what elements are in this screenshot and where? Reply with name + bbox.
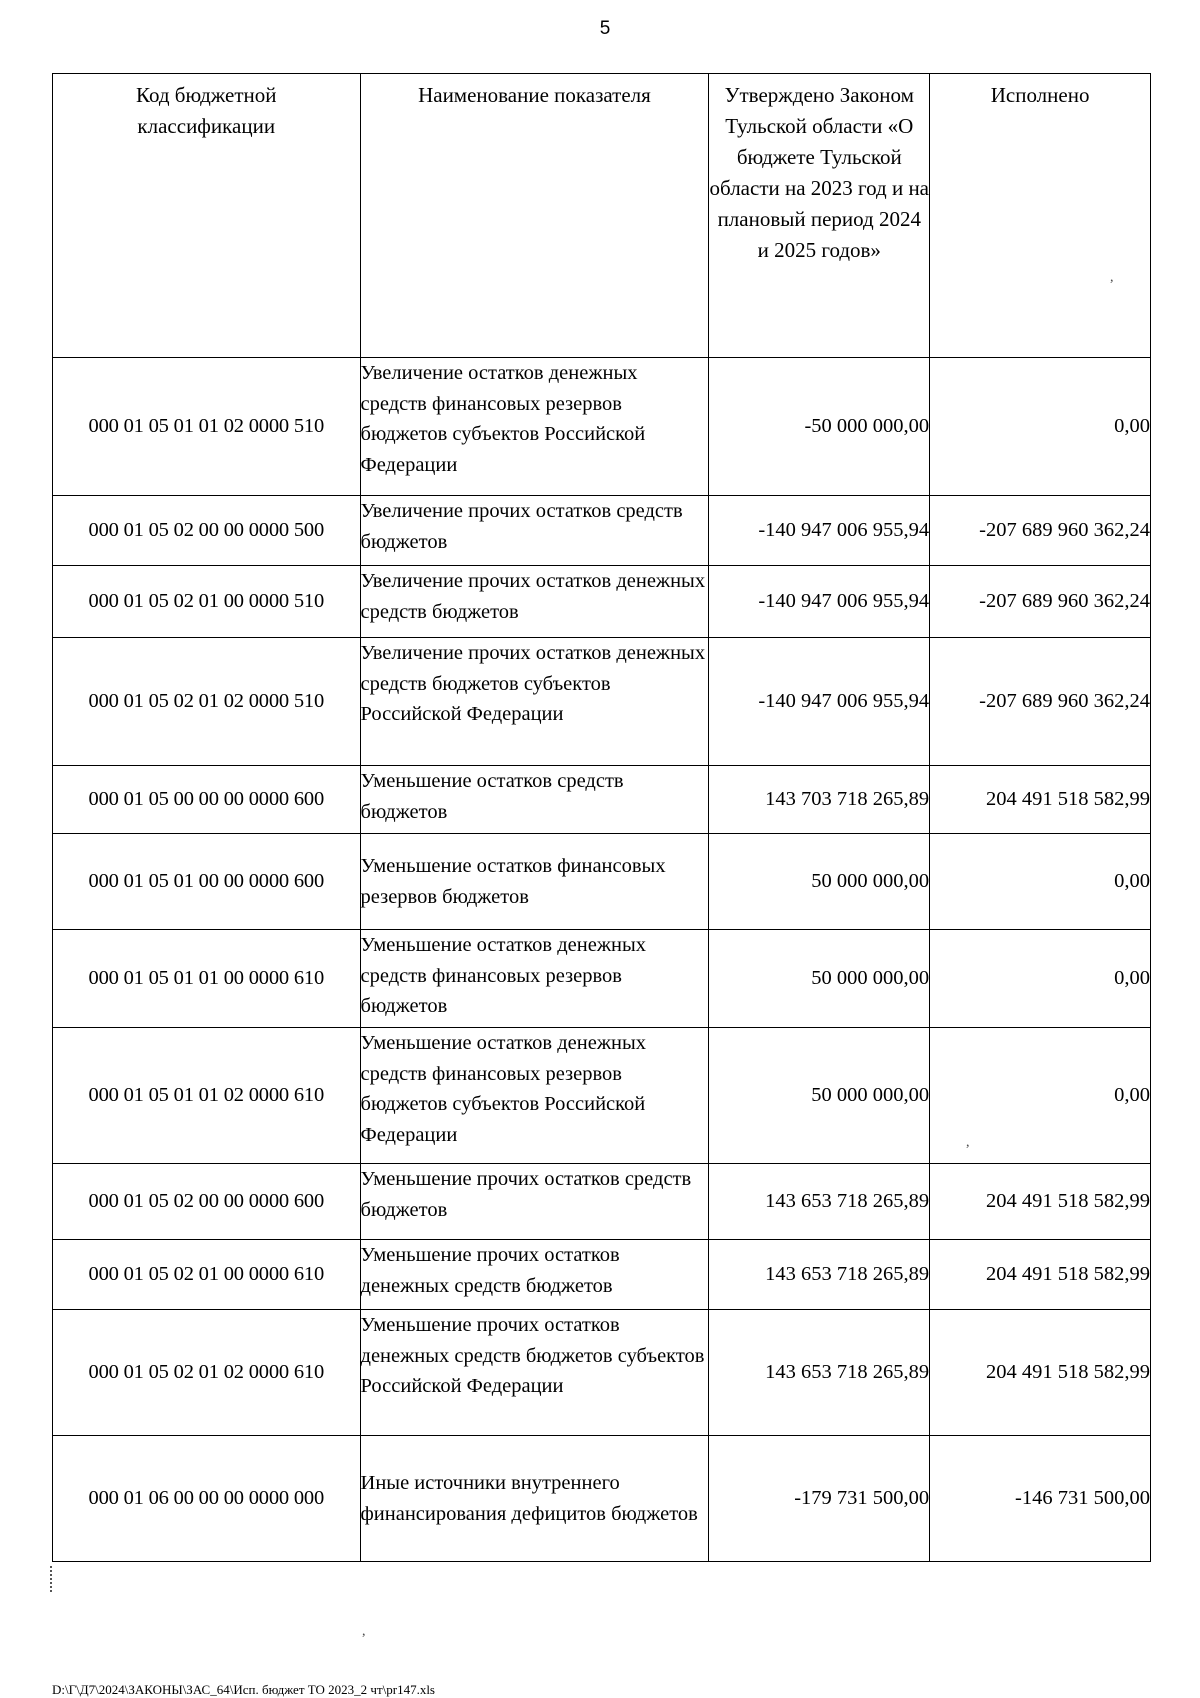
- row-code: 000 01 05 00 00 00 0000 600: [53, 766, 361, 834]
- table-row: [53, 566, 1151, 638]
- row-name: Увеличение прочих остатков средств бюджетов: [360, 496, 709, 566]
- table-row: [53, 834, 1151, 930]
- row-code: 000 01 05 01 00 00 0000 600: [53, 834, 361, 930]
- row-name: Уменьшение прочих остатков средств бюджетов: [360, 1164, 709, 1240]
- row-code: 000 01 05 01 01 00 0000 610: [53, 930, 361, 1028]
- table-row: [53, 496, 1151, 566]
- row-executed: 204 491 518 582,99: [930, 1164, 1151, 1240]
- table-row: [53, 1028, 1151, 1164]
- row-approved: -50 000 000,00: [709, 358, 930, 496]
- row-code: 000 01 05 02 00 00 0000 600: [53, 1164, 361, 1240]
- budget-sources-table: [52, 73, 1151, 1562]
- table-row: [53, 766, 1151, 834]
- row-approved: -140 947 006 955,94: [709, 638, 930, 766]
- row-name: Уменьшение остатков средств бюджетов: [360, 766, 709, 834]
- row-code: 000 01 05 02 00 00 0000 500: [53, 496, 361, 566]
- header-name: Наименование показателя: [360, 74, 709, 358]
- row-name: Увеличение прочих остатков денежных средств бюджетов субъектов Российской Федерации: [360, 638, 709, 766]
- row-executed: -207 689 960 362,24: [930, 638, 1151, 766]
- margin-scan-mark: [50, 1566, 53, 1592]
- footer-file-path: D:\Г\Д7\2024\ЗАКОНЫ\ЗАС_64\Исп. бюджет ТО 2023_2 чт\pr147.xls: [52, 1682, 435, 1697]
- header-executed: Исполнено: [930, 74, 1151, 358]
- row-executed: 204 491 518 582,99: [930, 1310, 1151, 1436]
- row-approved: 50 000 000,00: [709, 930, 930, 1028]
- row-executed: 204 491 518 582,99: [930, 766, 1151, 834]
- row-code: 000 01 05 02 01 00 0000 510: [53, 566, 361, 638]
- header-row: [53, 74, 1151, 358]
- row-approved: 50 000 000,00: [709, 834, 930, 930]
- page-number: 5: [599, 18, 611, 39]
- row-approved: -140 947 006 955,94: [709, 496, 930, 566]
- row-approved: -140 947 006 955,94: [709, 566, 930, 638]
- row-code: 000 01 05 01 01 02 0000 510: [53, 358, 361, 496]
- row-code: 000 01 05 02 01 02 0000 510: [53, 638, 361, 766]
- scan-speck: ,: [362, 1624, 366, 1639]
- row-name: Иные источники внутреннего финансирования дефицитов бюджетов: [360, 1436, 709, 1562]
- table-row: [53, 930, 1151, 1028]
- header-code: Код бюджетной классификации: [53, 74, 361, 358]
- row-executed: -207 689 960 362,24: [930, 566, 1151, 638]
- row-approved: 143 653 718 265,89: [709, 1164, 930, 1240]
- table-row: [53, 1164, 1151, 1240]
- row-name: Уменьшение остатков денежных средств финансовых резервов бюджетов: [360, 930, 709, 1028]
- row-approved: 143 653 718 265,89: [709, 1310, 930, 1436]
- row-name: Увеличение остатков денежных средств финансовых резервов бюджетов субъектов Российской Федерации: [360, 358, 709, 496]
- row-name: Увеличение прочих остатков денежных средств бюджетов: [360, 566, 709, 638]
- row-name: Уменьшение прочих остатков денежных средств бюджетов: [360, 1240, 709, 1310]
- row-code: 000 01 05 02 01 00 0000 610: [53, 1240, 361, 1310]
- scan-speck: ,: [966, 1135, 970, 1150]
- row-executed: -207 689 960 362,24: [930, 496, 1151, 566]
- row-name: Уменьшение прочих остатков денежных средств бюджетов субъектов Российской Федерации: [360, 1310, 709, 1436]
- row-executed: 0,00: [930, 1028, 1151, 1164]
- table-row: [53, 1310, 1151, 1436]
- row-executed: -146 731 500,00: [930, 1436, 1151, 1562]
- row-code: 000 01 05 02 01 02 0000 610: [53, 1310, 361, 1436]
- table-row: [53, 1436, 1151, 1562]
- row-executed: 0,00: [930, 834, 1151, 930]
- row-executed: 0,00: [930, 930, 1151, 1028]
- scan-speck: ,: [1110, 270, 1114, 285]
- row-name: Уменьшение остатков финансовых резервов бюджетов: [360, 834, 709, 930]
- row-code: 000 01 05 01 01 02 0000 610: [53, 1028, 361, 1164]
- header-approved: Утверждено Законом Тульской области «О бюджете Тульской области на 2023 год и на плановый период 2024 и 2025 годов»: [709, 74, 930, 358]
- row-name: Уменьшение остатков денежных средств финансовых резервов бюджетов субъектов Российской Федерации: [360, 1028, 709, 1164]
- table-row: [53, 1240, 1151, 1310]
- row-approved: -179 731 500,00: [709, 1436, 930, 1562]
- table-row: [53, 358, 1151, 496]
- row-code: 000 01 06 00 00 00 0000 000: [53, 1436, 361, 1562]
- row-approved: 143 703 718 265,89: [709, 766, 930, 834]
- row-executed: 0,00: [930, 358, 1151, 496]
- row-approved: 50 000 000,00: [709, 1028, 930, 1164]
- table-row: [53, 638, 1151, 766]
- row-approved: 143 653 718 265,89: [709, 1240, 930, 1310]
- row-executed: 204 491 518 582,99: [930, 1240, 1151, 1310]
